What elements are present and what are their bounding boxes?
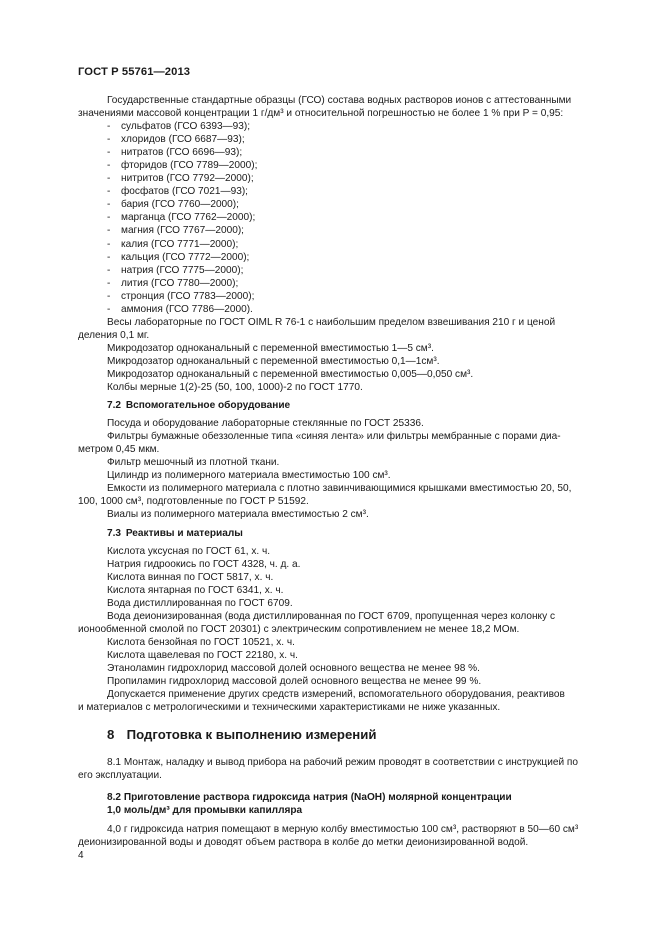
reagent-line: Натрия гидроокись по ГОСТ 4328, ч. д. а. [107, 558, 301, 570]
page-content [78, 94, 614, 849]
list-item: - аммония (ГСО 7786—2000). [107, 303, 253, 315]
gso-list [78, 120, 614, 316]
subsection-8-2-heading-line-1: 8.2 Приготовление раствора гидроксида натрия (NaOH) молярной концентрации [107, 792, 512, 804]
list-item: - сульфатов (ГСО 6393—93); [107, 121, 251, 133]
filters-line-2: метром 0,45 мкм. [78, 444, 160, 456]
list-item: - фторидов (ГСО 7789—2000); [107, 160, 258, 172]
doser-line: Микродозатор одноканальный с переменной вместимостью 0,1—1см³. [107, 355, 440, 367]
vials-line: Виалы из полимерного материала вместимостью 2 см³. [107, 509, 369, 521]
reagent-line: Кислота янтарная по ГОСТ 6341, х. ч. [107, 584, 284, 596]
cylinder-line: Цилиндр из полимерного материала вместимостью 100 см³. [107, 470, 391, 482]
scales-line-2: деления 0,1 мг. [78, 329, 150, 341]
reagent-line: Кислота щавелевая по ГОСТ 22180, х. ч. [107, 649, 298, 661]
reagent-line: Кислота уксусная по ГОСТ 61, х. ч. [107, 545, 271, 557]
containers-line-1: Емкости из полимерного материала с плотно завинчивающимися крышками вместимостью 20, 50, [107, 483, 572, 495]
list-item: - калия (ГСО 7771—2000); [107, 238, 239, 250]
flasks-line: Колбы мерные 1(2)-25 (50, 100, 1000)-2 по ГОСТ 1770. [107, 382, 363, 394]
doser-line: Микродозатор одноканальный с переменной вместимостью 0,005—0,050 см³. [107, 368, 474, 380]
doser-line: Микродозатор одноканальный с переменной вместимостью 1—5 см³. [107, 342, 434, 354]
list-item: - стронция (ГСО 7783—2000); [107, 290, 255, 302]
list-item: - хлоридов (ГСО 6687—93); [107, 134, 245, 146]
reagent-line: Кислота бензойная по ГОСТ 10521, х. ч. [107, 636, 295, 648]
allowance-line-2: и материалов с метрологическими и техническими характеристиками не ниже указанных. [78, 702, 501, 714]
list-item: - марганца (ГСО 7762—2000); [107, 212, 256, 224]
reagent-line: Кислота винная по ГОСТ 5817, х. ч. [107, 571, 274, 583]
intro-line-2: значениями массовой концентрации 1 г/дм³ и относительной погрешностью не более 1 % при P = 0,95: [78, 108, 564, 120]
filters-line-1: Фильтры бумажные обеззоленные типа «синяя лента» или фильтры мембранные с порами диа- [107, 431, 561, 443]
list-item: - бария (ГСО 7760—2000); [107, 199, 239, 211]
paragraph-8-1-line-1: 8.1 Монтаж, наладку и вывод прибора на рабочий режим проводят в соответствии с инструкцией по [107, 757, 578, 769]
reagent-line: Этаноламин гидрохлорид массовой долей основного вещества не менее 98 %. [107, 662, 480, 674]
paragraph-8-2-line-1: 4,0 г гидроксида натрия помещают в мерную колбу вместимостью 100 см³, растворяют в 50—60 см³ [107, 824, 579, 836]
subsection-7-2-heading: 7.2 Вспомогательное оборудование [107, 400, 291, 412]
standard-header: ГОСТ Р 55761—2013 [78, 66, 191, 78]
list-item: - нитритов (ГСО 7792—2000); [107, 173, 254, 185]
subsection-8-2-heading-line-2: 1,0 моль/дм³ для промывки капилляра [107, 805, 303, 817]
list-item: - натрия (ГСО 7775—2000); [107, 264, 244, 276]
list-item: - лития (ГСО 7780—2000); [107, 277, 239, 289]
section-8-heading: 8 Подготовка к выполнению измерений [107, 727, 377, 743]
containers-line-2: 100, 1000 см³, подготовленные по ГОСТ Р 51592. [78, 496, 309, 508]
paragraph-8-2-line-2: деионизированной воды и доводят объем раствора в колбе до метки деионизированной водой. [78, 837, 529, 849]
list-item: - кальция (ГСО 7772—2000); [107, 251, 250, 263]
reagent-line: Вода дистиллированная по ГОСТ 6709. [107, 597, 293, 609]
subsection-7-3-heading: 7.3 Реактивы и материалы [107, 527, 243, 539]
list-item: - фосфатов (ГСО 7021—93); [107, 186, 248, 198]
scales-line-1: Весы лабораторные по ГОСТ OIML R 76-1 с наибольшим пределом взвешивания 210 г и ценой [107, 316, 556, 328]
page-number: 4 [78, 850, 84, 861]
deionized-water-line-1: Вода деионизированная (вода дистиллированная по ГОСТ 6709, пропущенная через колонку с [107, 610, 555, 622]
reagent-line: Пропиламин гидрохлорид массовой долей основного вещества не менее 99 %. [107, 676, 482, 688]
intro-line-1: Государственные стандартные образцы (ГСО) состава водных растворов ионов с аттестованными [107, 95, 572, 106]
list-item: - магния (ГСО 7767—2000); [107, 225, 244, 237]
allowance-line-1: Допускается применение других средств измерений, вспомогательного оборудования, реактивов [107, 689, 565, 701]
paragraph-8-1-line-2: его эксплуатации. [78, 770, 162, 782]
deionized-water-line-2: ионообменной смолой по ГОСТ 20301) с электрическим сопротивлением не менее 18,2 МОм. [78, 623, 520, 635]
glassware-line: Посуда и оборудование лабораторные стеклянные по ГОСТ 25336. [107, 418, 424, 430]
bag-filter-line: Фильтр мешочный из плотной ткани. [107, 457, 280, 469]
list-item: - нитратов (ГСО 6696—93); [107, 147, 243, 159]
